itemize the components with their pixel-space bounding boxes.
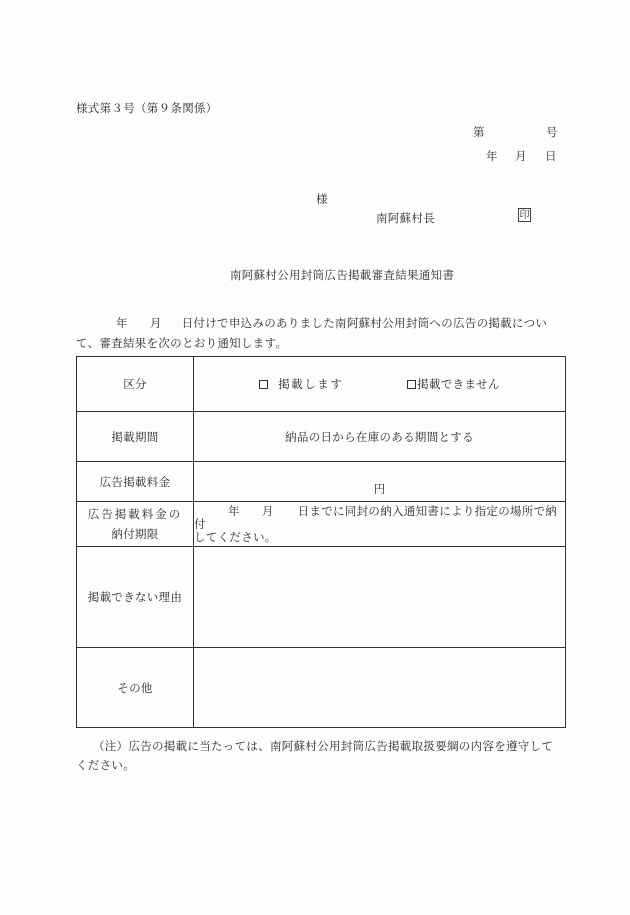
rejection-reason-value[interactable] (194, 547, 566, 648)
other-label: その他 (77, 648, 194, 728)
period-label: 掲載期間 (77, 412, 194, 462)
option-approved[interactable] (259, 376, 343, 392)
fee-value: 円 (194, 462, 566, 502)
deadline-label-line1: 広告掲載料金の (87, 507, 183, 521)
body-text: 日付けで申込みのありました南阿蘇村公用封筒への広告の掲載につい (181, 316, 548, 330)
option-rejected-label: 掲載できません (417, 377, 500, 391)
table-row-rejection-reason (77, 547, 566, 648)
deadline-label (77, 502, 194, 547)
date-year-label: 年 (486, 149, 498, 163)
period-value: 納品の日から在庫のある期間とする (194, 412, 566, 462)
deadline-label-line2: 納付期限 (111, 527, 159, 541)
category-options (194, 357, 566, 412)
sender-title: 南阿蘇村長 (376, 211, 435, 225)
table-row-other (77, 648, 566, 728)
option-rejected[interactable] (407, 376, 500, 392)
option-approved-label: 掲載します (278, 377, 344, 391)
date-month-label: 月 (515, 149, 527, 163)
table-row-fee (77, 462, 566, 502)
table-row-deadline (77, 502, 566, 547)
addressee-honorific: 様 (316, 192, 328, 206)
body-paragraph-line2: て、審査結果を次のとおり通知します。 (76, 336, 288, 350)
body-year-label: 年 (116, 316, 128, 330)
document-number-label: 第 (473, 125, 485, 139)
result-table (76, 356, 566, 728)
seal-icon: 印 (519, 210, 530, 221)
deadline-month-label: 月 (261, 504, 274, 518)
deadline-value (194, 502, 566, 547)
note-line1: （注）広告の掲載に当たっては、南阿蘇村公用封筒広告掲載取扱要綱の内容を遵守して (93, 739, 554, 753)
document-number-suffix: 号 (546, 125, 558, 139)
document-title: 南阿蘇村公用封筒広告掲載審査結果通知書 (230, 268, 455, 282)
other-value[interactable] (194, 648, 566, 728)
form-number: 様式第３号（第９条関係） (76, 101, 218, 115)
note-line2: ください。 (76, 758, 135, 772)
deadline-year-label: 年 (228, 504, 240, 518)
body-paragraph-line1 (116, 315, 547, 331)
date-day-label: 日 (545, 149, 557, 163)
rejection-reason-label: 掲載できない理由 (77, 547, 194, 648)
table-row-period (77, 412, 566, 462)
table-row-category (77, 357, 566, 412)
deadline-text: 日までに同封の納入通知書により指定の場所で納付 (194, 504, 558, 531)
body-month-label: 月 (149, 316, 162, 330)
checkbox-icon[interactable] (259, 380, 268, 389)
checkbox-icon[interactable] (407, 380, 416, 389)
category-label: 区分 (77, 357, 194, 412)
deadline-text-line2: してください。 (194, 530, 277, 544)
fee-label: 広告掲載料金 (77, 462, 194, 502)
